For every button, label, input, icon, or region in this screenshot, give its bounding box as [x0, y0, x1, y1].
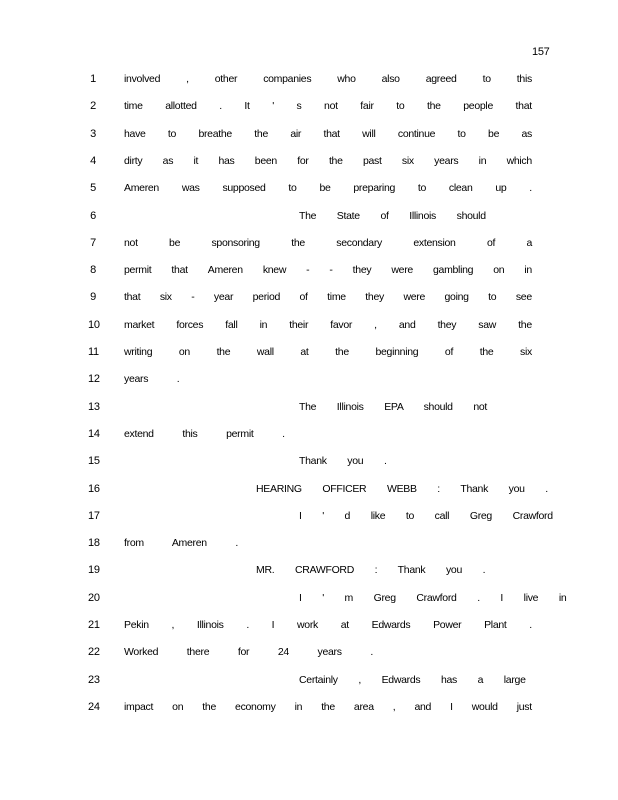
line-number: 1 [90, 73, 96, 85]
transcript-line [0, 401, 618, 415]
line-number: 3 [90, 127, 96, 140]
line-text: HEARING OFFICER WEBB : Thank you . [256, 482, 548, 495]
line-number: 4 [90, 154, 96, 167]
line-text: years . [124, 373, 180, 386]
transcript-line [0, 291, 618, 305]
line-number: 16 [88, 482, 100, 495]
line-number: 13 [88, 400, 100, 413]
transcript-line [0, 155, 618, 169]
line-number: 5 [90, 182, 96, 195]
line-text: Pekin , Illinois . I work at Edwards Power Plant . [124, 619, 532, 631]
transcript-line [0, 455, 618, 469]
line-text: Thank you . [299, 455, 387, 468]
line-text: I ' d like to call Greg Crawford [299, 509, 553, 522]
line-text: The Illinois EPA should not [299, 400, 488, 413]
line-text: The State of Illinois should [299, 209, 486, 222]
line-text: from Ameren . [124, 537, 239, 550]
line-number: 24 [88, 700, 100, 713]
transcript-line [0, 210, 618, 224]
line-number: 11 [88, 346, 99, 358]
line-number: 7 [90, 236, 96, 249]
transcript-line [0, 592, 618, 606]
transcript-line [0, 264, 618, 278]
transcript-line [0, 237, 618, 251]
transcript-line [0, 619, 618, 633]
line-number: 8 [90, 264, 96, 277]
transcript-line [0, 483, 618, 497]
line-text: not be sponsoring the secondary extension of a [124, 236, 532, 249]
line-number: 15 [88, 455, 100, 468]
transcript-line [0, 373, 618, 387]
line-text: time allotted . It ' s not fair to the people that [124, 100, 532, 113]
line-text: impact on the economy in the area , and I would just [124, 700, 532, 713]
transcript-line [0, 564, 618, 578]
line-number: 14 [88, 427, 100, 440]
transcript-line [0, 346, 618, 360]
line-text: Ameren was supposed to be preparing to clean up . [124, 182, 532, 195]
line-number: 22 [88, 646, 100, 659]
transcript-line [0, 537, 618, 551]
transcript-line [0, 428, 618, 442]
line-number: 2 [90, 100, 96, 113]
line-number: 21 [88, 619, 100, 631]
line-text: that six - year period of time they were going to see [124, 291, 532, 304]
transcript-line [0, 319, 618, 333]
line-text: I ' m Greg Crawford . I live in [299, 591, 567, 604]
line-text: MR. CRAWFORD : Thank you . [256, 564, 486, 577]
line-number: 10 [88, 318, 100, 331]
line-number: 9 [90, 291, 96, 304]
transcript-line [0, 674, 618, 688]
transcript-line [0, 182, 618, 196]
transcript-line [0, 701, 618, 715]
line-number: 23 [88, 673, 100, 686]
transcript-line [0, 128, 618, 142]
line-text: market forces fall in their favor , and they saw the [124, 318, 532, 331]
transcript-line [0, 100, 618, 114]
line-text: Worked there for 24 years . [124, 646, 373, 659]
line-number: 12 [88, 373, 100, 386]
line-text: have to breathe the air that will continue to be as [124, 127, 532, 140]
line-text: involved , other companies who also agreed to this [124, 73, 532, 85]
line-text: writing on the wall at the beginning of the six [124, 346, 532, 358]
line-text: extend this permit . [124, 427, 285, 440]
line-number: 19 [88, 564, 100, 577]
line-number: 6 [90, 209, 96, 222]
transcript-line [0, 73, 618, 87]
line-text: dirty as it has been for the past six years in which [124, 154, 532, 167]
line-text: Certainly , Edwards has a large [299, 673, 526, 686]
line-text: permit that Ameren knew - - they were gambling on in [124, 264, 532, 277]
line-number: 17 [88, 509, 100, 522]
transcript-line [0, 510, 618, 524]
line-number: 18 [88, 537, 100, 550]
line-number: 20 [88, 591, 100, 604]
page-number: 157 [532, 46, 550, 58]
transcript-line [0, 646, 618, 660]
